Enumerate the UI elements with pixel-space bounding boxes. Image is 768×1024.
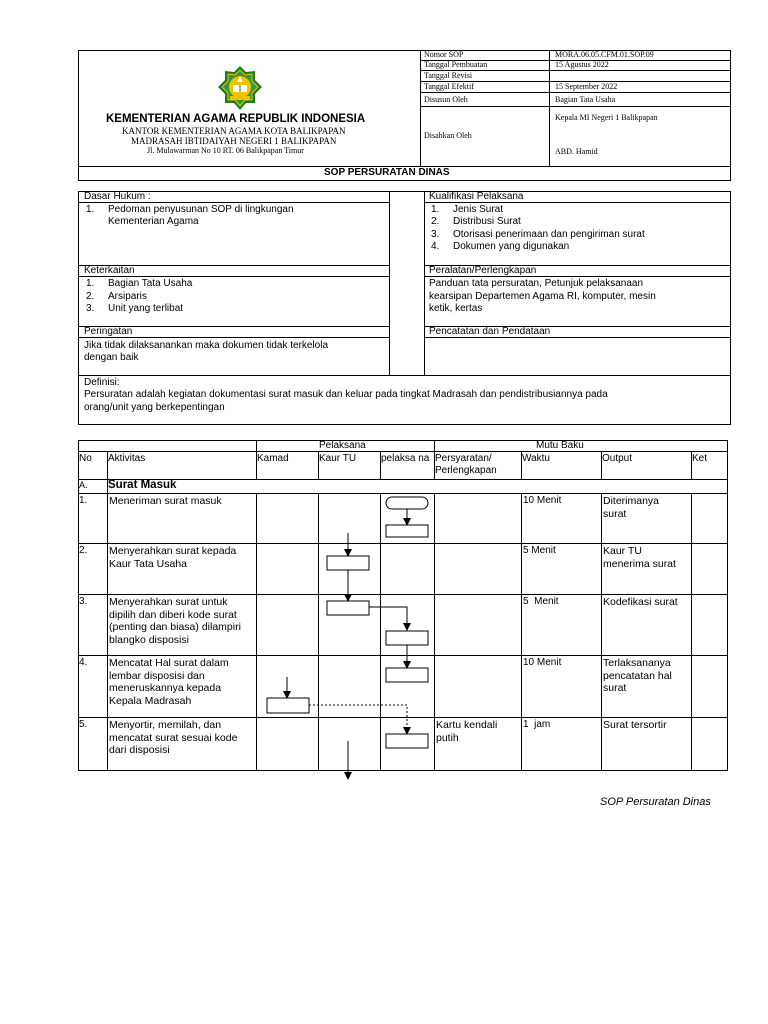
kualifikasi-num: 4. <box>431 241 440 252</box>
page-title: SOP PERSURATAN DINAS <box>324 167 450 178</box>
row-5-waktu: 1 jam <box>523 719 551 730</box>
peringatan-heading: Peringatan <box>84 326 133 337</box>
keterkaitan-item: Unit yang terlibat <box>108 303 184 314</box>
header-mutu-baku: Mutu Baku <box>536 440 584 451</box>
meta-value-disusun: Bagian Tata Usaha <box>555 95 616 104</box>
row-4-no: 4. <box>79 657 88 668</box>
kualifikasi-num: 2. <box>431 216 440 227</box>
pencatatan-heading: Pencatatan dan Pendataan <box>429 326 551 337</box>
section-no: A. <box>79 480 88 490</box>
row-1-waktu: 10 Menit <box>523 495 562 506</box>
meta-value-disahkan: Kepala MI Negeri 1 Balikpapan <box>555 113 658 122</box>
flow-process-4b <box>267 698 309 713</box>
school-name: MADRASAH IBTIDAIYAH NEGERI 1 BALIKPAPAN <box>131 136 337 146</box>
peralatan-line: ketik, kertas <box>429 303 483 314</box>
meta-label-disusun: Disusun Oleh <box>424 95 468 104</box>
flow-process-4a <box>386 668 428 682</box>
row-5-no: 5. <box>79 719 88 730</box>
header-waktu: Waktu <box>522 453 550 464</box>
meta-label-disahkan: Disahkan Oleh <box>424 131 472 140</box>
office-name: KANTOR KEMENTERIAN AGAMA KOTA BALIKPAPAN <box>122 126 346 136</box>
flow-start-terminator <box>386 497 428 509</box>
row-3-aktivitas: Menyerahkan surat untuk dipilih dan diberi kode surat (penting dan biasa) dilampiri blangko disposisi <box>109 596 241 646</box>
flow-process-5 <box>386 734 428 748</box>
row-5-aktivitas: Menyortir, memilah, dan mencatat surat sesuai kode dari disposisi <box>109 719 238 756</box>
kualifikasi-heading: Kualifikasi Pelaksana <box>429 191 524 202</box>
header-ket: Ket <box>692 453 708 464</box>
meta-signer: ABD. Hamid <box>555 147 598 156</box>
keterkaitan-num: 3. <box>86 303 95 314</box>
keterkaitan-num: 2. <box>86 291 95 302</box>
meta-label-pembuatan: Tanggal Pembuatan <box>424 60 488 69</box>
row-2-no: 2. <box>79 545 88 556</box>
kualifikasi-item: Jenis Surat <box>453 204 504 215</box>
meta-label-efektif: Tanggal Efektif <box>424 82 474 91</box>
flow-process-2 <box>327 556 369 570</box>
row-4-output: Terlaksananya pencatatan hal surat <box>603 657 672 694</box>
peringatan-line: Jika tidak dilaksanankan maka dokumen tidak terkelola <box>84 340 329 351</box>
flow-process-3a <box>327 601 369 615</box>
definisi-heading: Definisi: <box>84 377 120 388</box>
row-1-aktivitas: Meneriman surat masuk <box>109 495 222 507</box>
row-2-aktivitas: Menyerahkan surat kepada Kaur Tata Usaha <box>109 545 237 570</box>
school-address: Jl. Mulawarman No 10 RT. 06 Balikpapan Timur <box>147 146 304 155</box>
dasar-hukum-text: Pedoman penyusunan SOP di lingkungan <box>108 204 294 215</box>
row-4-aktivitas: Mencatat Hal surat dalam lembar disposisi dan meneruskannya kepada Kepala Madrasah <box>109 657 229 707</box>
dasar-hukum-text-2: Kementerian Agama <box>108 216 199 227</box>
kualifikasi-item: Dokumen yang digunakan <box>453 241 570 252</box>
peralatan-heading: Peralatan/Perlengkapan <box>429 265 537 276</box>
meta-value-efektif: 15 September 2022 <box>555 82 618 91</box>
header-kaur-tu: Kaur TU <box>319 453 357 464</box>
definisi-line: orang/unit yang berkepentingan <box>84 402 225 413</box>
section-label: Surat Masuk <box>108 479 177 491</box>
row-3-output: Kodefikasi surat <box>603 596 678 608</box>
keterkaitan-num: 1. <box>86 278 95 289</box>
ministry-name: KEMENTERIAN AGAMA REPUBLIK INDONESIA <box>106 113 366 125</box>
header-perlengkapan: Perlengkapan <box>435 465 497 476</box>
header-output: Output <box>602 453 633 464</box>
header-aktivitas: Aktivitas <box>108 453 146 464</box>
keterkaitan-item: Arsiparis <box>108 291 147 302</box>
header-no: No <box>79 453 92 464</box>
row-1-no: 1. <box>79 495 88 506</box>
row-2-output: Kaur TU menerima surat <box>603 545 676 570</box>
row-5-output: Surat tersortir <box>603 719 667 731</box>
meta-label-revisi: Tanggal Revisi <box>424 71 473 80</box>
flow-process-3b <box>386 631 428 645</box>
header-pelaksana-col: pelaksa na <box>381 453 430 464</box>
row-4-waktu: 10 Menit <box>523 657 562 668</box>
footer-label: SOP Persuratan Dinas <box>600 796 711 808</box>
row-5-persyaratan: Kartu kendali putih <box>436 719 498 744</box>
row-1-output: Diterimanya surat <box>603 495 660 520</box>
header-persyaratan: Persyaratan/ <box>435 453 492 464</box>
peralatan-line: kearsipan Departemen Agama RI, komputer, mesin <box>429 291 656 302</box>
header-kamad: Kamad <box>257 453 289 464</box>
definisi-line: Persuratan adalah kegiatan dokumentasi surat masuk dan keluar pada tingkat Madrasah dan pendistribusiannya pada <box>84 389 608 400</box>
meta-value-pembuatan: 15 Agustus 2022 <box>555 60 609 69</box>
meta-label-nomor: Nomor SOP <box>424 50 464 59</box>
flow-process-1 <box>386 525 428 537</box>
kualifikasi-item: Otorisasi penerimaan dan pengiriman surat <box>453 229 645 240</box>
keterkaitan-heading: Keterkaitan <box>84 265 135 276</box>
peralatan-line: Panduan tata persuratan, Petunjuk pelaksanaan <box>429 278 644 289</box>
row-3-waktu: 5 Menit <box>523 596 559 607</box>
keterkaitan-item: Bagian Tata Usaha <box>108 278 193 289</box>
meta-value-nomor: MORA.06.05.CFM.01.SOP.09 <box>555 50 654 59</box>
kualifikasi-item: Distribusi Surat <box>453 216 521 227</box>
kualifikasi-num: 1. <box>431 204 440 215</box>
dasar-hukum-num: 1. <box>86 204 95 215</box>
dasar-hukum-heading: Dasar Hukum : <box>84 191 151 202</box>
row-3-no: 3. <box>79 596 88 607</box>
peringatan-line: dengan baik <box>84 352 139 363</box>
header-pelaksana: Pelaksana <box>319 440 366 451</box>
row-2-waktu: 5 Menit <box>523 545 556 556</box>
kualifikasi-num: 3. <box>431 229 440 240</box>
